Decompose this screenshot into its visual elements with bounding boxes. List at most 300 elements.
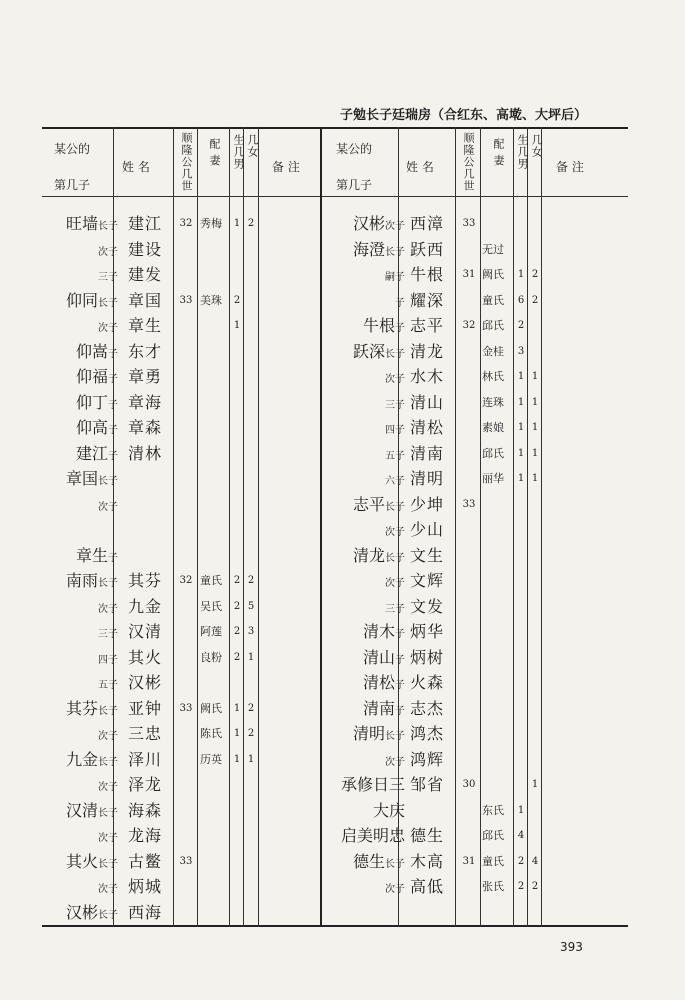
spouse-cell (482, 697, 516, 721)
person-name: 章勇 (128, 367, 163, 386)
spouse-cell: 阿莲 (200, 625, 222, 638)
person-name: 东才 (128, 341, 163, 361)
generation-cell: 32 (179, 218, 193, 229)
son-order: 子 (395, 297, 405, 309)
father-name: 仰高 (75, 418, 108, 437)
son-order: 三子 (98, 629, 118, 640)
person-name: 炳华 (410, 622, 445, 641)
son-order: 次子 (98, 246, 118, 258)
father-cell (325, 697, 405, 721)
father-name: 仰同 (65, 290, 98, 310)
son-order: 三子 (385, 603, 405, 615)
generation-cell: 32 (462, 320, 476, 331)
daughters-count (530, 748, 540, 772)
daughters-count: 2 (531, 881, 539, 892)
father-cell (325, 289, 405, 313)
daughters-count: 1 (247, 651, 255, 663)
person-name: 清南 (410, 443, 445, 463)
daughters-count: 2 (531, 269, 539, 280)
son-order: 三子 (98, 272, 118, 283)
sons-count: 1 (233, 320, 241, 331)
sons-count: 1 (517, 371, 525, 382)
father-cell (325, 595, 405, 619)
header-generation: 顺隆公几世 (180, 132, 193, 192)
generation-cell (458, 518, 480, 542)
father-name: 启美明忠 (340, 826, 405, 845)
father-cell (325, 722, 405, 746)
sons-count: 2 (233, 651, 241, 663)
son-order: 次子 (385, 221, 405, 232)
father-name: 仰丁 (75, 392, 108, 412)
person-name: 鸿辉 (410, 749, 445, 769)
son-order: 长子 (98, 756, 118, 768)
table-row (0, 365, 685, 389)
generation-cell: 32 (179, 575, 193, 586)
son-order: 子 (395, 323, 405, 334)
person-name: 少坤 (410, 494, 445, 514)
sons-count (516, 646, 526, 670)
sons-count: 1 (517, 447, 525, 459)
father-name: 清山 (362, 647, 395, 667)
header-generation-right: 顺隆公几世 (462, 132, 475, 192)
father-cell (325, 671, 405, 695)
spouse-cell (482, 518, 516, 542)
daughters-count (530, 544, 540, 568)
person-name (410, 799, 460, 823)
spouse-cell: 邱氏 (482, 829, 504, 842)
son-order: 长子 (385, 246, 405, 258)
father-cell (325, 773, 405, 797)
sons-count: 2 (517, 855, 525, 867)
father-name: 德生 (352, 851, 385, 871)
person-name: 跃西 (410, 239, 445, 259)
generation-cell (458, 340, 480, 364)
spouse-cell (482, 748, 516, 772)
table-row (0, 875, 685, 899)
spouse-cell (482, 646, 516, 670)
son-order: 四子 (385, 425, 405, 436)
table-row (0, 595, 685, 619)
father-name: 清明 (352, 724, 385, 743)
daughters-count (530, 238, 540, 262)
person-name: 清山 (410, 392, 445, 412)
sons-count: 1 (517, 269, 525, 280)
spouse-cell (482, 722, 516, 746)
header-father-line2: 第几子 (54, 178, 91, 192)
sons-count (516, 620, 526, 644)
daughters-count: 1 (531, 371, 539, 382)
person-name: 建江 (128, 214, 163, 233)
father-cell (325, 467, 405, 491)
person-name: 汉彬 (128, 673, 163, 692)
spouse-cell: 童氏 (482, 854, 504, 868)
father-cell (325, 824, 405, 848)
daughters-count (530, 493, 540, 517)
father-name: 汉清 (65, 800, 98, 820)
father-cell (325, 212, 405, 236)
spouse-cell (482, 569, 516, 593)
spouse-cell (200, 901, 234, 925)
person-name: 九金 (128, 596, 163, 616)
header-spouse: 配 妻 (208, 138, 221, 167)
son-order: 五子 (385, 450, 405, 462)
header-father-line1: 某公的 (54, 142, 91, 156)
son-order: 长子 (98, 476, 118, 487)
son-order: 次子 (98, 501, 118, 513)
father-cell (325, 391, 405, 415)
son-order: 三子 (385, 399, 405, 411)
table-row (0, 314, 685, 338)
son-order: 次子 (98, 782, 118, 793)
son-order: 子 (108, 399, 118, 411)
son-order: 长子 (385, 348, 405, 360)
generation-cell (176, 901, 196, 925)
person-name: 牛根 (410, 265, 445, 284)
son-order: 次子 (98, 323, 118, 334)
sons-count (516, 212, 526, 236)
daughters-count (530, 697, 540, 721)
daughters-count (530, 824, 540, 848)
spouse-cell: 东氏 (482, 803, 504, 817)
father-cell (325, 238, 405, 262)
daughters-count: 1 (531, 422, 539, 433)
father-name: 清木 (362, 622, 395, 641)
generation-cell (458, 442, 480, 466)
generation-cell (458, 544, 480, 568)
generation-cell (458, 365, 480, 389)
daughters-count: 4 (531, 855, 539, 867)
son-order: 长子 (98, 705, 118, 717)
daughters-count: 1 (531, 447, 539, 459)
father-name: 其芬 (65, 698, 98, 718)
person-name: 清松 (410, 418, 445, 437)
son-order: 长子 (385, 552, 405, 564)
sons-count: 1 (517, 422, 525, 433)
father-cell (325, 493, 405, 517)
table-row (0, 493, 685, 517)
person-name: 章海 (128, 392, 163, 412)
sons-count: 3 (517, 345, 525, 357)
son-order: 次子 (385, 578, 405, 589)
spouse-cell: 陈氏 (200, 727, 222, 740)
spouse-cell: 童氏 (482, 293, 504, 307)
generation-cell (458, 824, 480, 848)
spouse-cell (482, 544, 516, 568)
person-name: 古鳖 (128, 851, 163, 871)
father-cell (325, 263, 405, 287)
sons-count: 1 (517, 396, 525, 408)
son-order: 长子 (385, 858, 405, 870)
sons-count: 2 (517, 320, 525, 331)
table-row (0, 799, 685, 823)
sons-count: 2 (233, 600, 241, 612)
father-name: 牛根 (362, 316, 395, 335)
header-father-line1-right: 某公的 (336, 142, 373, 156)
table-row (0, 620, 685, 644)
sons-count: 1 (517, 804, 525, 816)
father-name: 清龙 (352, 545, 385, 565)
header-sons-right: 生几男 (516, 134, 529, 170)
generation-cell (458, 569, 480, 593)
page-number: 393 (560, 940, 583, 954)
table-row (0, 671, 685, 695)
sons-count: 1 (517, 473, 525, 484)
spouse-cell (482, 595, 516, 619)
son-order: 五子 (98, 680, 118, 691)
son-order: 长子 (98, 297, 118, 309)
header-name: 姓 名 (122, 160, 150, 174)
header-spouse-right: 配 妻 (492, 138, 505, 167)
son-order: 长子 (98, 221, 118, 232)
person-name: 邹省 (410, 775, 445, 794)
table-row (0, 416, 685, 440)
father-cell (325, 748, 405, 772)
spouse-cell: 丽华 (482, 472, 504, 485)
table-row (0, 646, 685, 670)
father-name: 大庆 (372, 800, 405, 820)
spouse-cell (482, 773, 516, 797)
sons-count (516, 748, 526, 772)
generation-cell (458, 467, 480, 491)
son-order: 次子 (385, 756, 405, 768)
sons-count (516, 671, 526, 695)
person-name: 炳树 (410, 647, 445, 667)
son-order: 四子 (98, 654, 118, 666)
spouse-cell: 美珠 (200, 293, 222, 307)
son-order: 次子 (385, 374, 405, 385)
father-cell (325, 646, 405, 670)
table-row (0, 467, 685, 491)
person-name: 龙海 (128, 826, 163, 845)
table-row (0, 824, 685, 848)
person-name: 泽川 (128, 749, 163, 769)
person-name: 文发 (410, 596, 445, 616)
sons-count (232, 901, 242, 925)
generation-cell (458, 416, 480, 440)
daughters-count: 2 (531, 294, 539, 306)
table-row (0, 850, 685, 874)
sons-count: 2 (233, 626, 241, 637)
person-name: 清明 (410, 469, 445, 488)
generation-cell (458, 595, 480, 619)
spouse-cell: 连珠 (482, 395, 504, 409)
son-order: 长子 (385, 731, 405, 742)
spouse-cell (482, 620, 516, 644)
person-name: 建发 (128, 265, 163, 284)
sons-count (516, 595, 526, 619)
daughters-count (530, 722, 540, 746)
daughters-count: 1 (531, 396, 539, 408)
son-order: 长子 (98, 909, 118, 921)
son-order: 子 (108, 552, 118, 564)
son-order: 子 (108, 450, 118, 462)
father-name: 仰嵩 (75, 341, 108, 361)
person-name: 章国 (128, 290, 163, 310)
person-name: 炳城 (128, 877, 163, 896)
generation-cell (458, 671, 480, 695)
son-order: 子 (395, 680, 405, 691)
father-cell (56, 901, 118, 925)
son-order: 子 (108, 348, 118, 360)
daughters-count: 1 (531, 473, 539, 484)
generation-cell (458, 391, 480, 415)
father-name: 海澄 (352, 239, 385, 259)
generation-cell (458, 748, 480, 772)
header-daughters-right: 几女 (530, 134, 543, 158)
table-row (0, 901, 685, 925)
father-cell (325, 799, 405, 823)
sons-count: 1 (233, 753, 241, 765)
son-order: 子 (395, 705, 405, 717)
table-row (0, 544, 685, 568)
person-name: 亚钟 (128, 698, 163, 718)
sons-count (516, 697, 526, 721)
son-order: 长子 (98, 858, 118, 870)
spouse-cell: 吴氏 (200, 599, 222, 613)
person-name: 汉清 (128, 622, 163, 641)
sons-count (516, 544, 526, 568)
generation-cell: 33 (462, 498, 476, 510)
spouse-cell: 邱氏 (482, 319, 504, 332)
father-cell (325, 850, 405, 874)
spouse-cell (482, 493, 516, 517)
daughters-count (530, 569, 540, 593)
son-order: 次子 (98, 603, 118, 615)
father-name: 汉彬 (65, 902, 98, 922)
person-name: 德生 (410, 826, 445, 845)
header-note: 备 注 (272, 160, 300, 174)
sons-count (516, 493, 526, 517)
generation-cell: 31 (462, 269, 476, 280)
table-row (0, 263, 685, 287)
sons-count (516, 518, 526, 542)
sons-count (516, 238, 526, 262)
son-order: 次子 (98, 884, 118, 895)
son-order: 次子 (98, 833, 118, 844)
sons-count (516, 569, 526, 593)
spouse-cell: 阙氏 (200, 701, 222, 715)
daughters-count (530, 212, 540, 236)
generation-cell: 31 (462, 855, 476, 867)
generation-cell (458, 238, 480, 262)
son-order: 长子 (98, 578, 118, 589)
father-name: 其火 (65, 851, 98, 871)
daughters-count: 2 (247, 702, 255, 714)
father-name: 章生 (75, 545, 108, 565)
sons-count (516, 722, 526, 746)
generation-cell (458, 722, 480, 746)
father-cell (325, 620, 405, 644)
father-cell (325, 544, 405, 568)
son-order: 次子 (98, 731, 118, 742)
father-name: 承修日三 (340, 775, 405, 794)
daughters-count: 5 (247, 600, 255, 612)
generation-cell (458, 875, 480, 899)
sons-count: 2 (233, 294, 241, 306)
table-row (0, 289, 685, 313)
person-name: 泽龙 (128, 775, 163, 794)
daughters-count: 1 (247, 753, 255, 765)
father-name: 清松 (362, 673, 395, 692)
person-name: 文辉 (410, 571, 445, 590)
father-cell (325, 340, 405, 364)
spouse-cell: 秀梅 (200, 217, 222, 230)
person-name: 志杰 (410, 698, 445, 718)
son-order: 次子 (385, 884, 405, 895)
sons-count: 2 (517, 881, 525, 892)
generation-cell: 33 (179, 702, 193, 714)
daughters-count (530, 671, 540, 695)
generation-cell (458, 799, 480, 823)
spouse-cell: 林氏 (482, 370, 504, 383)
father-cell (325, 365, 405, 389)
table-row (0, 569, 685, 593)
table-row (0, 391, 685, 415)
person-name: 高低 (410, 877, 445, 896)
daughters-count: 2 (247, 218, 255, 229)
spouse-cell: 无过 (482, 242, 504, 256)
table-row (0, 748, 685, 772)
generation-cell: 33 (179, 855, 193, 867)
generation-cell: 33 (179, 294, 193, 306)
father-name: 旺墙 (65, 214, 98, 233)
father-name: 志平 (352, 494, 385, 514)
person-name: 西漳 (410, 214, 445, 233)
page-title: 子勉长子廷瑞房（合红东、高墘、大坪后） (340, 108, 588, 123)
daughters-count: 1 (531, 779, 539, 790)
son-order: 次子 (385, 527, 405, 538)
header-daughters: 几女 (246, 134, 259, 158)
father-cell (325, 314, 405, 338)
spouse-cell: 童氏 (200, 574, 222, 587)
father-name: 章国 (65, 469, 98, 488)
person-name: 建设 (128, 239, 163, 259)
spouse-cell: 素娘 (482, 421, 504, 434)
header-note-right: 备 注 (556, 160, 584, 174)
spouse-cell: 金桂 (482, 344, 504, 358)
daughters-count (530, 646, 540, 670)
spouse-cell: 历英 (200, 752, 222, 766)
sons-count: 1 (233, 218, 241, 229)
son-order: 长子 (98, 807, 118, 819)
table-row (0, 212, 685, 236)
generation-cell (458, 620, 480, 644)
person-name: 其芬 (128, 571, 163, 590)
father-name: 九金 (65, 749, 98, 769)
spouse-cell: 张氏 (482, 880, 504, 893)
header-sons: 生几男 (232, 134, 245, 170)
father-cell (325, 442, 405, 466)
sons-count: 1 (233, 702, 241, 714)
person-name: 志平 (410, 316, 445, 335)
person-name: 西海 (128, 902, 163, 922)
generation-cell: 30 (462, 779, 476, 790)
person-name: 清林 (128, 443, 163, 463)
table-row (0, 238, 685, 262)
table-row (0, 340, 685, 364)
table-row (0, 518, 685, 542)
header-father-line2-right: 第几子 (336, 178, 373, 192)
father-name: 建江 (75, 443, 108, 463)
son-order: 六子 (385, 476, 405, 487)
sons-count: 1 (233, 728, 241, 739)
father-name: 南雨 (65, 571, 98, 590)
father-cell (325, 569, 405, 593)
son-order: 长子 (385, 501, 405, 513)
daughters-count (530, 340, 540, 364)
generation-cell (458, 289, 480, 313)
generation-cell: 33 (462, 218, 476, 229)
